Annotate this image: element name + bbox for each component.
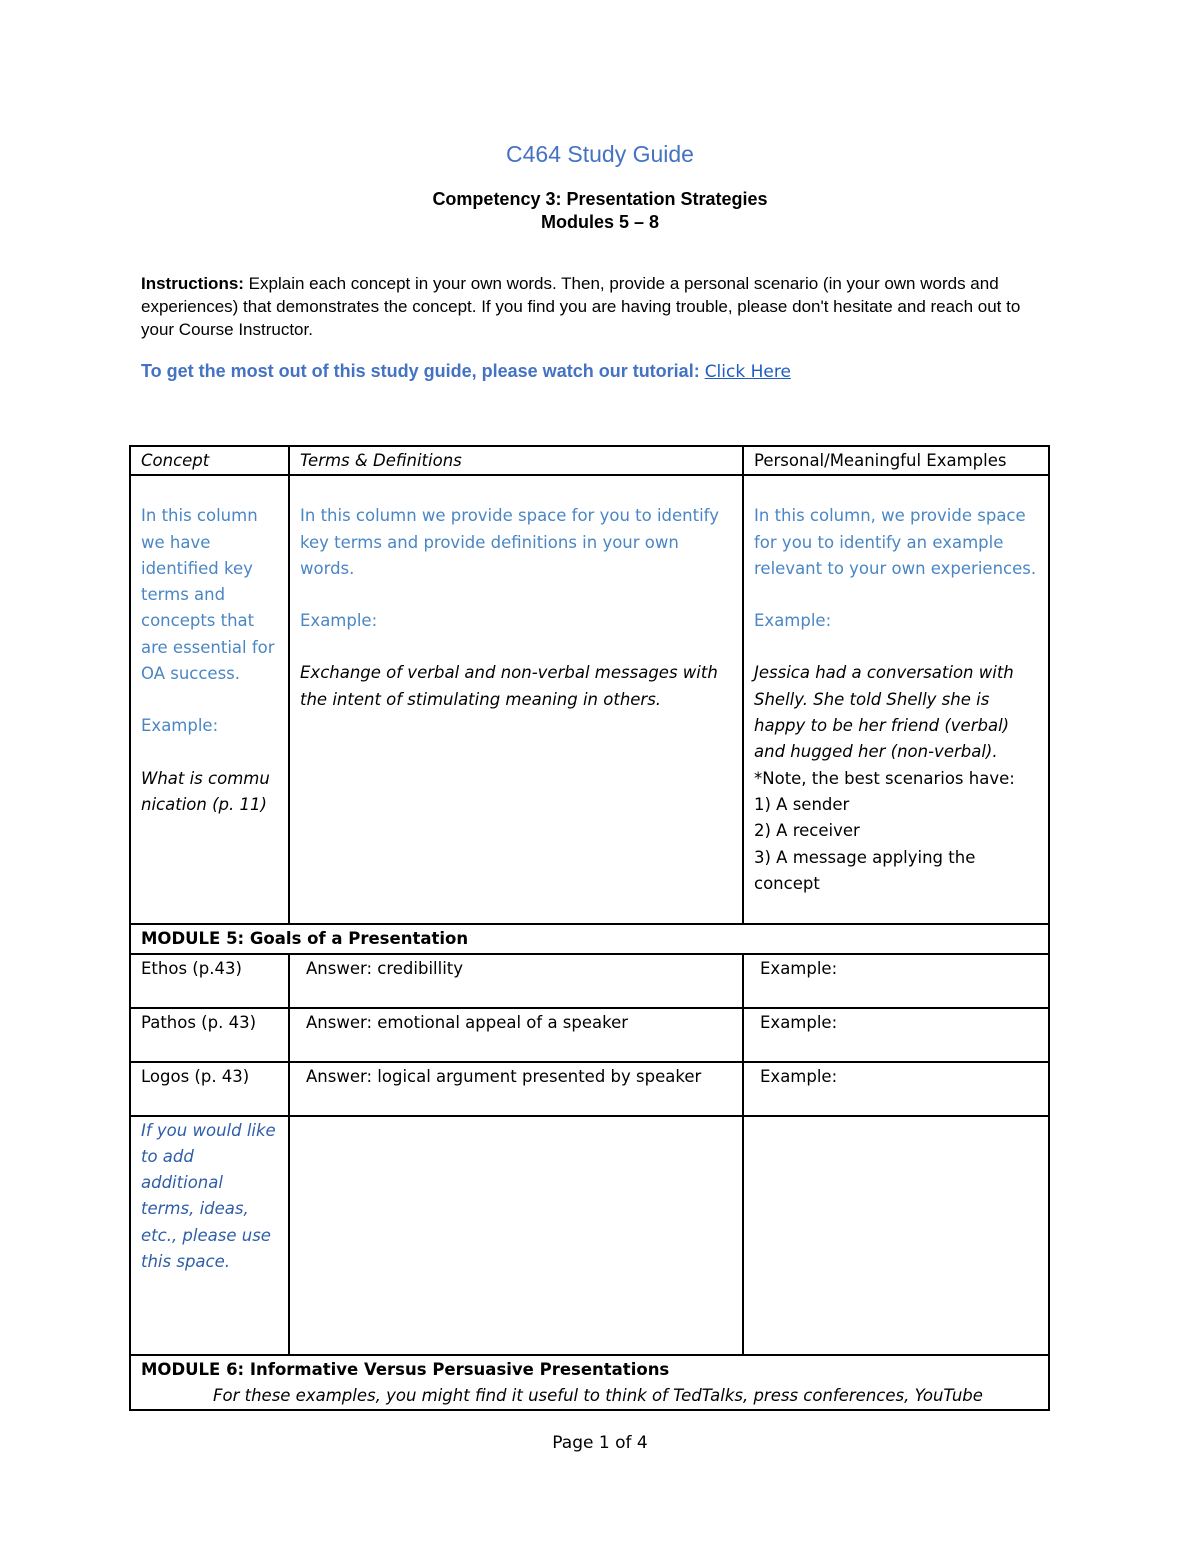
study-guide-table (129, 445, 1050, 1411)
intro-concept-cell (130, 475, 289, 924)
additional-row (130, 1116, 1049, 1355)
intro-concept-example-label: Example: (141, 716, 219, 736)
additional-terms-note: If you would like to add additional terms, ideas, etc., please use this space. (130, 1116, 289, 1355)
table-row (130, 954, 1049, 1008)
intro-examples-cell (743, 475, 1049, 924)
header-concept: Concept (130, 446, 289, 475)
document-title: C464 Study Guide (506, 141, 694, 167)
header-examples: Personal/Meaningful Examples (743, 446, 1049, 475)
ethos-answer[interactable]: Answer: credibillity (289, 954, 743, 1008)
intro-terms-cell (289, 475, 743, 924)
intro-terms-text: In this column we provide space for you to identify key terms and provide definitions in your own words. (300, 506, 719, 578)
logos-answer[interactable]: Answer: logical argument presented by speaker (289, 1062, 743, 1116)
note-item-sender: 1) A sender (754, 794, 850, 814)
tutorial-text: To get the most out of this study guide, please watch our tutorial: (141, 361, 705, 381)
module6-title: MODULE 6: Informative Versus Persuasive Presentations (141, 1359, 670, 1379)
table-row (130, 1062, 1049, 1116)
instructions-label: Instructions: (141, 274, 244, 293)
instructions-paragraph (141, 272, 1051, 341)
module6-cell (130, 1355, 1049, 1411)
competency-heading: Competency 3: Presentation Strategies (432, 189, 768, 209)
intro-examples-example-label: Example: (754, 611, 832, 631)
tutorial-link[interactable]: Click Here (704, 362, 791, 382)
intro-examples-example: Jessica had a conversation with Shelly. She told Shelly she is happy to be her friend (verbal) and hugged her (non-verbal). (754, 663, 1014, 762)
modules-heading: Modules 5 – 8 (540, 212, 660, 232)
pathos-answer[interactable]: Answer: emotional appeal of a speaker (289, 1008, 743, 1062)
intro-concept-example: What is communication (p. 11) (141, 768, 270, 814)
tutorial-line (141, 361, 791, 382)
document-subtitle (0, 188, 1200, 234)
intro-examples-text: In this column, we provide space for you to identify an example relevant to your own experiences. (754, 506, 1037, 578)
header-terms: Terms & Definitions (289, 446, 743, 475)
note-item-message: 3) A message applying the concept (754, 847, 976, 893)
logos-example[interactable]: Example: (743, 1062, 1049, 1116)
intro-concept-text: In this column we have identified key terms and concepts that are essential for OA success. (141, 506, 275, 684)
ethos-concept: Ethos (p.43) (130, 954, 289, 1008)
additional-examples-cell[interactable] (743, 1116, 1049, 1355)
pathos-example[interactable]: Example: (743, 1008, 1049, 1062)
intro-note: *Note, the best scenarios have: (754, 768, 1015, 788)
instructions-text: Explain each concept in your own words. Then, provide a personal scenario (in your own words and experiences) that demonstrates the concept. If you find you are having trouble, please don't hesitate and reach out to your Course Instructor. (141, 274, 1021, 339)
page-number: Page 1 of 4 (552, 1433, 648, 1453)
note-item-receiver: 2) A receiver (754, 821, 860, 841)
intro-terms-example-label: Example: (300, 611, 378, 631)
module5-title: MODULE 5: Goals of a Presentation (130, 924, 1049, 953)
additional-terms-cell[interactable] (289, 1116, 743, 1355)
table-row (130, 1008, 1049, 1062)
pathos-concept: Pathos (p. 43) (130, 1008, 289, 1062)
ethos-example[interactable]: Example: (743, 954, 1049, 1008)
table-header-row (130, 446, 1049, 475)
intro-terms-example: Exchange of verbal and non-verbal messages with the intent of stimulating meaning in others. (300, 663, 718, 709)
module5-heading-row (130, 924, 1049, 953)
module6-heading-row (130, 1355, 1049, 1411)
module6-note: For these examples, you might find it useful to think of TedTalks, press conferences, YouTube (213, 1385, 983, 1405)
intro-row (130, 475, 1049, 924)
logos-concept: Logos (p. 43) (130, 1062, 289, 1116)
